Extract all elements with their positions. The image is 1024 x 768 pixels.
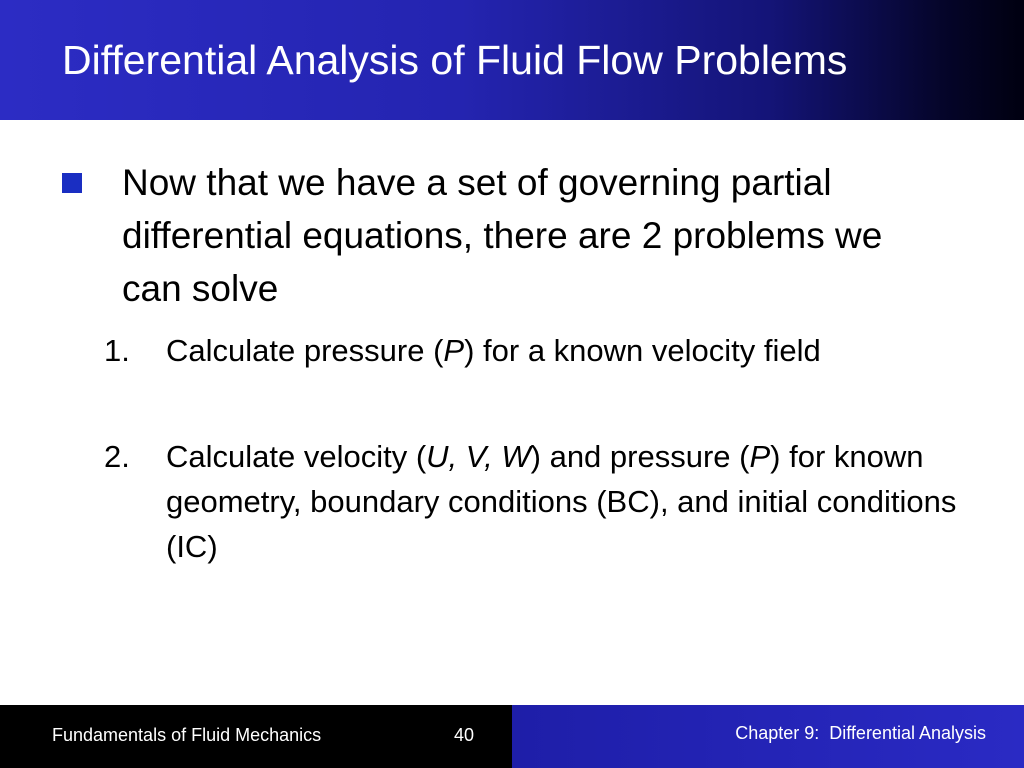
variable-pressure: P bbox=[749, 439, 771, 474]
item-text-part: ) for known geometry, boundary conditions (BC), and initial conditions (IC) bbox=[166, 439, 957, 564]
item-text-part: Calculate velocity ( bbox=[166, 439, 427, 474]
item-text bbox=[166, 328, 986, 373]
variable-velocity: U, V, W bbox=[426, 439, 531, 474]
footer-right-panel bbox=[512, 705, 1024, 768]
item-text-part: ) for a known velocity field bbox=[464, 333, 821, 368]
item-number: 2. bbox=[104, 439, 130, 474]
slide-header bbox=[0, 0, 1024, 120]
item-text bbox=[166, 434, 986, 569]
item-text-part: Calculate pressure ( bbox=[166, 333, 444, 368]
slide-footer bbox=[0, 705, 1024, 768]
page-number: 40 bbox=[454, 725, 475, 745]
slide-body bbox=[0, 120, 1024, 705]
item-text-part: ) and pressure ( bbox=[530, 439, 750, 474]
variable-pressure: P bbox=[443, 333, 465, 368]
main-bullet-text: Now that we have a set of governing partial differential equations, there are 2 problems we can solve bbox=[122, 162, 883, 309]
item-number: 1. bbox=[104, 333, 130, 368]
numbered-item-1 bbox=[104, 328, 984, 373]
numbered-item-2 bbox=[104, 434, 984, 569]
footer-left-panel bbox=[0, 705, 512, 768]
footer-course-title: Fundamentals of Fluid Mechanics bbox=[52, 725, 322, 745]
square-bullet-icon bbox=[62, 173, 82, 193]
footer-chapter-title: Chapter 9: Differential Analysis bbox=[735, 723, 986, 743]
slide-title: Differential Analysis of Fluid Flow Problems bbox=[62, 37, 848, 83]
